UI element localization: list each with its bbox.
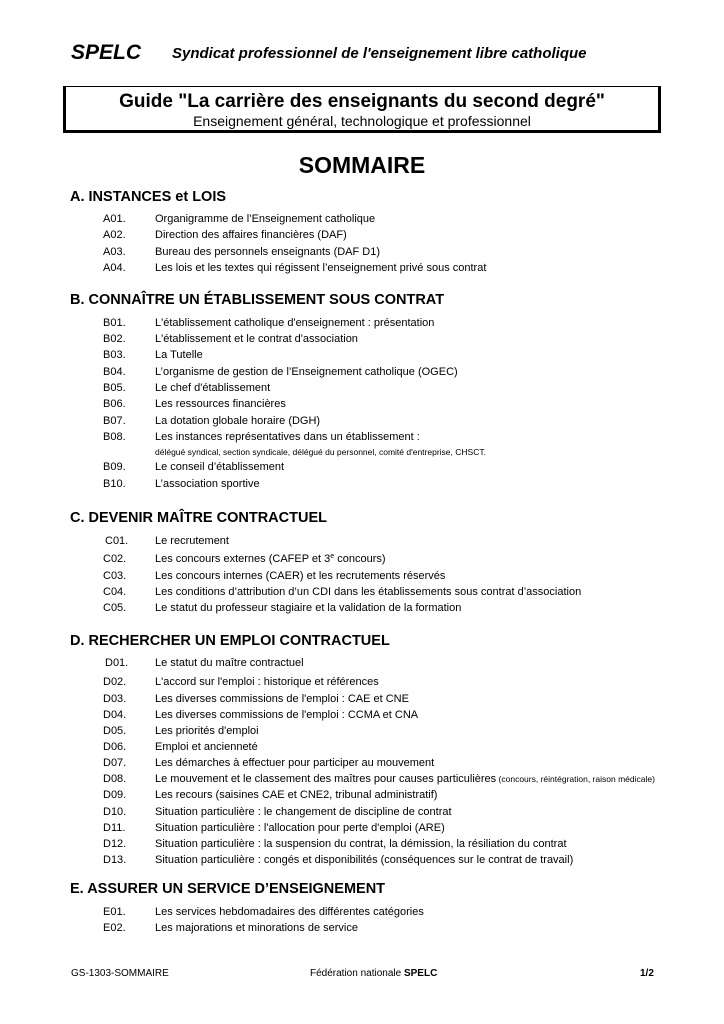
toc-label: Le recrutement	[155, 535, 229, 547]
toc-label: Bureau des personnels enseignants (DAF D1)	[155, 246, 381, 258]
toc-code: D01.	[105, 657, 129, 669]
footer-page-number: 1/2	[640, 968, 654, 979]
toc-code: C03.	[103, 570, 127, 582]
toc-label: L’organisme de gestion de l’Enseignement catholique (OGEC)	[155, 366, 458, 378]
toc-label: L’association sportive	[155, 478, 260, 490]
toc-note-b08: délégué syndical, section syndicale, délégué du personnel, comité d'entreprise, CHSCT.	[155, 447, 486, 457]
section-title-b: B. CONNAÎTRE UN ÉTABLISSEMENT SOUS CONTRAT	[70, 292, 445, 308]
toc-item-d09	[0, 789, 724, 805]
toc-label: Les démarches à effectuer pour participer au mouvement	[155, 757, 435, 769]
toc-label-part: concours)	[334, 553, 386, 565]
toc-label: Les instances représentatives dans un établissement :	[155, 431, 420, 443]
toc-code: B06.	[103, 398, 126, 410]
toc-item-c05	[0, 602, 724, 618]
toc-code: B01.	[103, 317, 126, 329]
ordinal-superscript: e	[330, 553, 335, 560]
toc-item-d02	[0, 676, 724, 692]
toc-label: L'établissement catholique d'enseignement : présentation	[155, 317, 435, 329]
toc-item-d07	[0, 757, 724, 773]
toc-item-b01	[0, 317, 724, 333]
toc-item-b05	[0, 382, 724, 398]
toc-code: E02.	[103, 922, 126, 934]
toc-code: A02.	[103, 229, 126, 241]
organization-full-name: Syndicat professionnel de l'enseignement libre catholique	[172, 45, 587, 62]
toc-code: C01.	[105, 535, 129, 547]
toc-code: B02.	[103, 333, 126, 345]
toc-label: Le conseil d’établissement	[155, 461, 285, 473]
toc-label: Direction des affaires financières (DAF)	[155, 229, 347, 241]
toc-item-d06	[0, 741, 724, 757]
toc-label: Les concours internes (CAER) et les recrutements réservés	[155, 570, 446, 582]
toc-label: La dotation globale horaire (DGH)	[155, 415, 321, 427]
toc-item-a03	[0, 246, 724, 262]
section-title-e: E. ASSURER UN SERVICE D’ENSEIGNEMENT	[70, 881, 386, 897]
toc-item-d12	[0, 838, 724, 854]
toc-label: Les recours (saisines CAE et CNE2, tribunal administratif)	[155, 789, 438, 801]
toc-label: Les conditions d’attribution d’un CDI dans les établissements sous contrat d’association	[155, 586, 582, 598]
toc-label: Situation particulière : la suspension du contrat, la démission, la résiliation du contrat	[155, 838, 567, 850]
toc-label: Les priorités d'emploi	[155, 725, 259, 737]
toc-item-b09	[0, 461, 724, 477]
toc-label: Les diverses commissions de l'emploi : CCMA et CNA	[155, 709, 419, 721]
toc-item-b07	[0, 415, 724, 431]
toc-label-part: Le mouvement et le classement des maîtres pour causes particulières	[155, 773, 497, 785]
toc-label: Situation particulière : l'allocation pour perte d'emploi (ARE)	[155, 822, 445, 834]
footer-federation	[310, 968, 437, 979]
toc-code: D06.	[103, 741, 127, 753]
toc-label: Situation particulière : le changement de discipline de contrat	[155, 806, 452, 818]
toc-code: C04.	[103, 586, 127, 598]
toc-code: D11.	[103, 822, 126, 834]
toc-label: Les diverses commissions de l'emploi : CAE et CNE	[155, 693, 409, 705]
toc-code: A01.	[103, 213, 126, 225]
toc-label: Le chef d'établissement	[155, 382, 271, 394]
toc-item-d08	[0, 773, 724, 789]
toc-label: La Tutelle	[155, 349, 203, 361]
toc-code: D05.	[103, 725, 127, 737]
toc-item-a02	[0, 229, 724, 245]
toc-item-d10	[0, 806, 724, 822]
footer-federation-name: SPELC	[403, 968, 438, 979]
toc-item-c02	[0, 553, 724, 569]
toc-item-b02	[0, 333, 724, 349]
guide-subtitle: Enseignement général, technologique et professionnel	[193, 113, 531, 129]
toc-code: B05.	[103, 382, 126, 394]
toc-item-a04	[0, 262, 724, 278]
toc-item-d03	[0, 693, 724, 709]
toc-label: Le statut du maître contractuel	[155, 657, 304, 669]
toc-label: Les services hebdomadaires des différentes catégories	[155, 906, 424, 918]
toc-item-e02	[0, 922, 724, 938]
toc-code: B04.	[103, 366, 126, 378]
toc-label-detail: (concours, réintégration, raison médicale)	[496, 774, 655, 784]
toc-code: D08.	[103, 773, 127, 785]
toc-item-d04	[0, 709, 724, 725]
toc-item-b10	[0, 478, 724, 494]
toc-item-a01	[0, 213, 724, 229]
toc-code: D12.	[103, 838, 127, 850]
toc-code: B10.	[103, 478, 126, 490]
page-title: SOMMAIRE	[298, 152, 426, 178]
toc-item-e01	[0, 906, 724, 922]
section-title-a: A. INSTANCES et LOIS	[70, 189, 227, 205]
toc-item-b03	[0, 349, 724, 365]
toc-label: Les ressources financières	[155, 398, 286, 410]
toc-item-d11	[0, 822, 724, 838]
organization-acronym: SPELC	[71, 41, 142, 64]
toc-label: Situation particulière : congés et disponibilités (conséquences sur le contrat de travail)	[155, 854, 574, 866]
toc-code: D10.	[103, 806, 127, 818]
guide-title: Guide "La carrière des enseignants du second degré"	[119, 91, 605, 112]
section-title-d: D. RECHERCHER UN EMPLOI CONTRACTUEL	[70, 633, 390, 649]
toc-code: B07.	[103, 415, 126, 427]
toc-item-d05	[0, 725, 724, 741]
toc-item-b08	[0, 431, 724, 447]
toc-item-d01	[0, 657, 724, 673]
toc-label	[155, 553, 386, 565]
toc-label: Les lois et les textes qui régissent l’enseignement privé sous contrat	[155, 262, 487, 274]
toc-label: Le statut du professeur stagiaire et la validation de la formation	[155, 602, 462, 614]
toc-code: D02.	[103, 676, 127, 688]
toc-item-c01	[0, 535, 724, 551]
toc-code: B08.	[103, 431, 126, 443]
toc-code: B03.	[103, 349, 126, 361]
toc-code: C02.	[103, 553, 127, 565]
toc-code: D13.	[103, 854, 127, 866]
footer-reference: GS-1303-SOMMAIRE	[71, 968, 169, 979]
toc-item-d13	[0, 854, 724, 870]
footer-federation-text: Fédération nationale	[310, 968, 404, 979]
toc-label: L'accord sur l'emploi : historique et références	[155, 676, 379, 688]
toc-label-part: Les concours externes (CAFEP et 3	[155, 553, 331, 565]
toc-item-c04	[0, 586, 724, 602]
toc-code: A04.	[103, 262, 126, 274]
toc-code: D03.	[103, 693, 127, 705]
toc-item-c03	[0, 570, 724, 586]
toc-code: B09.	[103, 461, 126, 473]
toc-code: D09.	[103, 789, 127, 801]
toc-label: L'établissement et le contrat d'association	[155, 333, 358, 345]
toc-code: D07.	[103, 757, 127, 769]
toc-code: E01.	[103, 906, 126, 918]
toc-item-b04	[0, 366, 724, 382]
toc-code: C05.	[103, 602, 127, 614]
toc-label: Organigramme de l’Enseignement catholique	[155, 213, 376, 225]
toc-label: Les majorations et minorations de service	[155, 922, 358, 934]
section-title-c: C. DEVENIR MAÎTRE CONTRACTUEL	[70, 510, 327, 526]
toc-code: A03.	[103, 246, 126, 258]
toc-code: D04.	[103, 709, 127, 721]
toc-label	[155, 773, 655, 785]
toc-item-b06	[0, 398, 724, 414]
toc-label: Emploi et ancienneté	[155, 741, 258, 753]
guide-title-box	[63, 86, 661, 133]
